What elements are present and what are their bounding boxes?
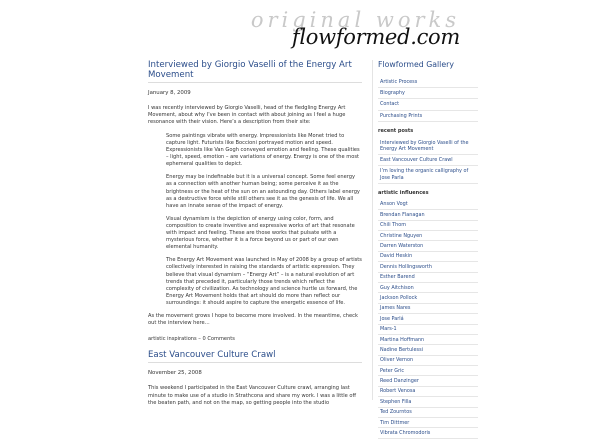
influence-link[interactable]: Reed Danzinger — [378, 376, 478, 386]
influence-link[interactable]: Robert Venosa — [378, 387, 478, 397]
influence-link[interactable]: Jose Parlá — [378, 314, 478, 324]
sidebar — [378, 60, 478, 439]
sidebar-page-link[interactable]: Purchasing Prints — [378, 111, 478, 122]
recent-post-link[interactable]: I’m loving the organic calligraphy of Jose Parla — [378, 166, 478, 183]
recent-posts-heading: recent posts — [378, 127, 414, 134]
influence-link[interactable]: David Heskin — [378, 252, 478, 262]
influence-link[interactable]: James Nares — [378, 304, 478, 314]
influence-link[interactable]: Chili Thom — [378, 221, 478, 231]
influence-link[interactable]: Guy Aitchison — [378, 283, 478, 293]
sidebar-page-link[interactable]: Contact — [378, 99, 478, 110]
influence-link[interactable]: Ted Zourntos — [378, 408, 478, 418]
influence-link[interactable]: Nadine Bertulessi — [378, 345, 478, 355]
post-meta-link[interactable]: artistic inspirations – 0 Comments — [148, 336, 235, 343]
recent-posts-list — [378, 138, 478, 184]
influence-link[interactable]: Christine Nguyen — [378, 231, 478, 241]
post-title-link[interactable]: East Vancouver Culture Crawl — [148, 350, 362, 363]
post-paragraph: I was recently interviewed by Giorgio Vaselli, head of the fledgling Energy Art Movement, about why I’ve been in contact with about joining as I feel a huge resonance with their vision. Here’s a description from their site: — [148, 105, 346, 126]
column-divider — [372, 60, 373, 400]
site-logo[interactable] — [250, 8, 460, 52]
influence-link[interactable]: Darren Waterston — [378, 241, 478, 251]
post — [148, 60, 362, 342]
post-title-link[interactable]: Interviewed by Giorgio Vaselli of the Energy Art Movement — [148, 60, 362, 83]
post-paragraph: This weekend I participated in the East Vancouver Culture crawl, arranging last minute to make use of a studio in Strathcona and share my work. I was a little off the beaten path, and not on the map, so getting people into the studio — [148, 385, 357, 406]
sidebar-page-link[interactable]: Biography — [378, 88, 478, 99]
logo-wordmark: flowformed.com — [291, 25, 460, 49]
post-blockquote — [166, 133, 362, 308]
main-content — [148, 60, 362, 413]
pages-list — [378, 77, 478, 122]
post-paragraph: As the movement grows I hope to become more involved. In the meantime, check out the interview here… — [148, 313, 358, 327]
influence-link[interactable]: Anson Vogt — [378, 200, 478, 210]
quote-paragraph: Visual dynamism is the depiction of energy using color, form, and composition to create inventive and expressive works of art that resonate with impact and feeling. These are those works that pulsate with a mysterious force, whether it is a force beyond us or part of our own elemental humanity. — [166, 215, 355, 251]
influence-link[interactable]: Tim Dittmer — [378, 418, 478, 428]
post-date: November 25, 2008 — [148, 370, 202, 377]
influence-link[interactable]: Martina Hoffmann — [378, 335, 478, 345]
influence-link[interactable]: Oliver Vernon — [378, 356, 478, 366]
quote-paragraph: The Energy Art Movement was launched in May of 2008 by a group of artists collectively interested in raising the standards of artistic expression. They believe that visual dynamism – “Energy Art” – is a natural evolution of art trends that preceded it, particularly those trends which reflect the complexity of civilization. As technology and science hurtle us forward, the Energy Art Movement holds that art should do more than reflect our surroundings: it should aspire to capture the energetic essence of life. — [166, 257, 362, 307]
influence-link[interactable]: Peter Gric — [378, 366, 478, 376]
post-date: January 8, 2009 — [148, 90, 191, 96]
influence-link[interactable]: Stephen Filla — [378, 397, 478, 407]
logo-tagline: original works — [250, 8, 460, 32]
recent-post-link[interactable]: East Vancouver Culture Crawl — [378, 155, 478, 166]
influence-link[interactable]: Jackson Pollock — [378, 293, 478, 303]
influence-link[interactable]: Mars-1 — [378, 325, 478, 335]
influence-link[interactable]: Vibrata Chromodoris — [378, 428, 478, 438]
recent-post-link[interactable]: Interviewed by Giorgio Vaselli of the Energy Art Movement — [378, 138, 478, 155]
influence-link[interactable]: Esther Barend — [378, 273, 478, 283]
sidebar-title: Flowformed Gallery — [378, 60, 454, 69]
sidebar-page-link[interactable]: Artistic Process — [378, 77, 478, 88]
quote-paragraph: Some paintings vibrate with energy. Impressionists like Monet tried to capture light. Futurists like Boccioni portrayed motion and speed. Expressionists like Van Gogh conveyed emotion and feeling. These qualities – light, speed, emotion – are variations of energy. Energy is one of the most ephemeral qualities to depict. — [166, 132, 360, 168]
influences-list — [378, 200, 478, 439]
influence-link[interactable]: Brendan Flanagan — [378, 210, 478, 220]
influences-heading: artistic influences — [378, 189, 429, 196]
quote-paragraph: Energy may be indefinable but it is a universal concept. Some feel energy as a connection with another human being; some perceive it as the brightness or the heat of the sun on an astounding day. Others label energy as a destructive force while still others see it as the genesis of life. We all have an innate sense of the impact of energy. — [166, 174, 360, 209]
post — [148, 350, 362, 407]
influence-link[interactable]: Dennis Hollingsworth — [378, 262, 478, 272]
